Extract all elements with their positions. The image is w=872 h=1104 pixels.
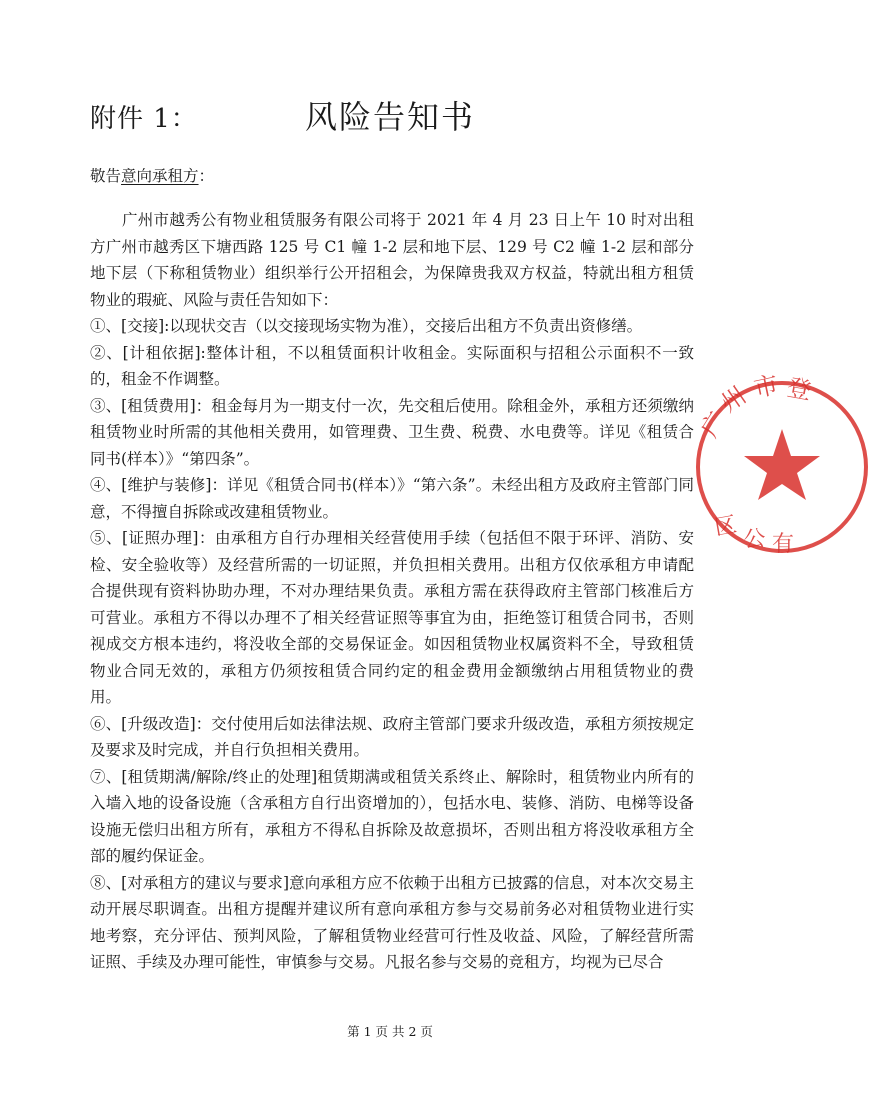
item-8 (90, 870, 694, 976)
item-1 (90, 313, 694, 340)
item-number: ⑤、 (90, 529, 122, 547)
svg-text:有: 有 (772, 532, 795, 557)
salutation-prefix: 敬告 (90, 167, 122, 185)
notice-body (90, 207, 694, 976)
item-3 (90, 393, 694, 473)
item-number: ④、 (90, 476, 122, 494)
salutation (90, 164, 214, 186)
item-7 (90, 764, 694, 870)
item-label: [对承租方的建议与要求] (121, 873, 290, 892)
page-number: 第 1 页 共 2 页 (347, 1024, 433, 1039)
item-5 (90, 525, 694, 711)
item-text: ：详见《租赁合同书(样本）》“第六条”。未经出租方及政府主管部门同意，不得擅自拆除或改建租赁物业。 (90, 476, 694, 521)
item-number: ②、 (90, 343, 123, 362)
svg-text:公: 公 (742, 526, 767, 553)
svg-text:市: 市 (751, 370, 781, 403)
item-label: [租赁期满/解除/终止的处理] (121, 767, 318, 786)
item-label: [维护与装修] (121, 476, 212, 494)
item-text: ：由承租方自行办理相关经营使用手续（包括但不限于环评、消防、安检、安全验收等）及经营所需的一切证照，并负担相关费用。出租方仅依承租方申请配合提供现有资料协助办理，不对办理结果负责。承租方需在获得政府主管部门核准后方可营业。承租方不得以办理不了相关经营证照等事宜为由，拒绝签订租赁合同书，否则视成交方根本违约，将没收全部的交易保证金。如因租赁物业权属资料不全，导致租赁物业合同无效的，承租方仍须按租赁合同约定的租金费用金额缴纳占用租赁物业的费用。 (90, 529, 694, 706)
item-text: :整体计租，不以租赁面积计收租金。实际面积与招租公示面积不一致的，租金不作调整。 (90, 343, 694, 388)
item-number: ①、 (90, 317, 122, 335)
item-number: ⑥、 (90, 714, 122, 733)
item-label: [计租依据] (122, 343, 201, 362)
item-number: ⑦、 (90, 767, 122, 786)
item-text: 租赁期满或租赁关系终止、解除时，租赁物业内所有的入墙入地的设备设施（含承租方自行出资增加的），包括水电、装修、消防、电梯等设备设施无偿归出租方所有，承租方不得私自拆除及故意损坏，否则出租方将没收承租方全部的履约保证金。 (90, 767, 694, 865)
item-number: ③、 (90, 396, 122, 415)
item-label: [升级改造] (121, 714, 196, 733)
salutation-suffix: ： (198, 167, 215, 185)
item-text: ：交付使用后如法律法规、政府主管部门要求升级改造，承租方须按规定及要求及时完成，并自行负担相关费用。 (90, 714, 694, 759)
salutation-target: 意向承租方 (121, 167, 199, 185)
svg-text:区: 区 (712, 512, 739, 541)
item-text: 意向承租方应不依赖于出租方已披露的信息，对本次交易主动开展尽职调查。出租方提醒并建议所有意向承租方参与交易前务必对租赁物业进行实地考察，充分评估、预判风险，了解租赁物业经营可行性及收益、风险，了解经营所需证照、手续及办理可能性，审慎参与交易。凡报名参与交易的竞租方，均视为已尽合 (90, 873, 694, 971)
attachment-label: 附件 1： (90, 104, 198, 134)
item-2 (90, 340, 694, 393)
item-label: [证照办理] (121, 529, 199, 547)
item-number: ⑧、 (90, 873, 122, 892)
item-text: :以现状交吉（以交接现场实物为准），交接后出租方不负责出资修缮。 (164, 317, 643, 335)
svg-text:登: 登 (784, 373, 814, 406)
item-label: [交接] (121, 317, 165, 335)
intro-paragraph: 广州市越秀公有物业租赁服务有限公司将于 2021 年 4 月 23 日上午 10 时对出租方广州市越秀区下塘西路 125 号 C1 幢 1-2 层和地下层、129 号 C2 幢 1-2 层和部分地下层（下称租赁物业）组织举行公开招租会，为保障贵我双方权益，特就出租方租赁物业的瑕疵、风险与责任告知如下： (90, 211, 694, 309)
item-text: ：租金每月为一期支付一次，先交租后使用。除租金外，承租方还须缴纳租赁物业时所需的其他相关费用，如管理费、卫生费、税费、水电费等。详见《租赁合同书(样本）》“第四条”。 (90, 396, 694, 468)
item-6 (90, 711, 694, 764)
red-seal-stamp (692, 370, 872, 557)
item-label: [租赁费用] (121, 396, 196, 415)
item-4 (90, 472, 694, 525)
svg-text:州: 州 (715, 381, 752, 418)
document-title: 风险告知书 (304, 98, 475, 136)
svg-text:广: 广 (695, 406, 732, 443)
